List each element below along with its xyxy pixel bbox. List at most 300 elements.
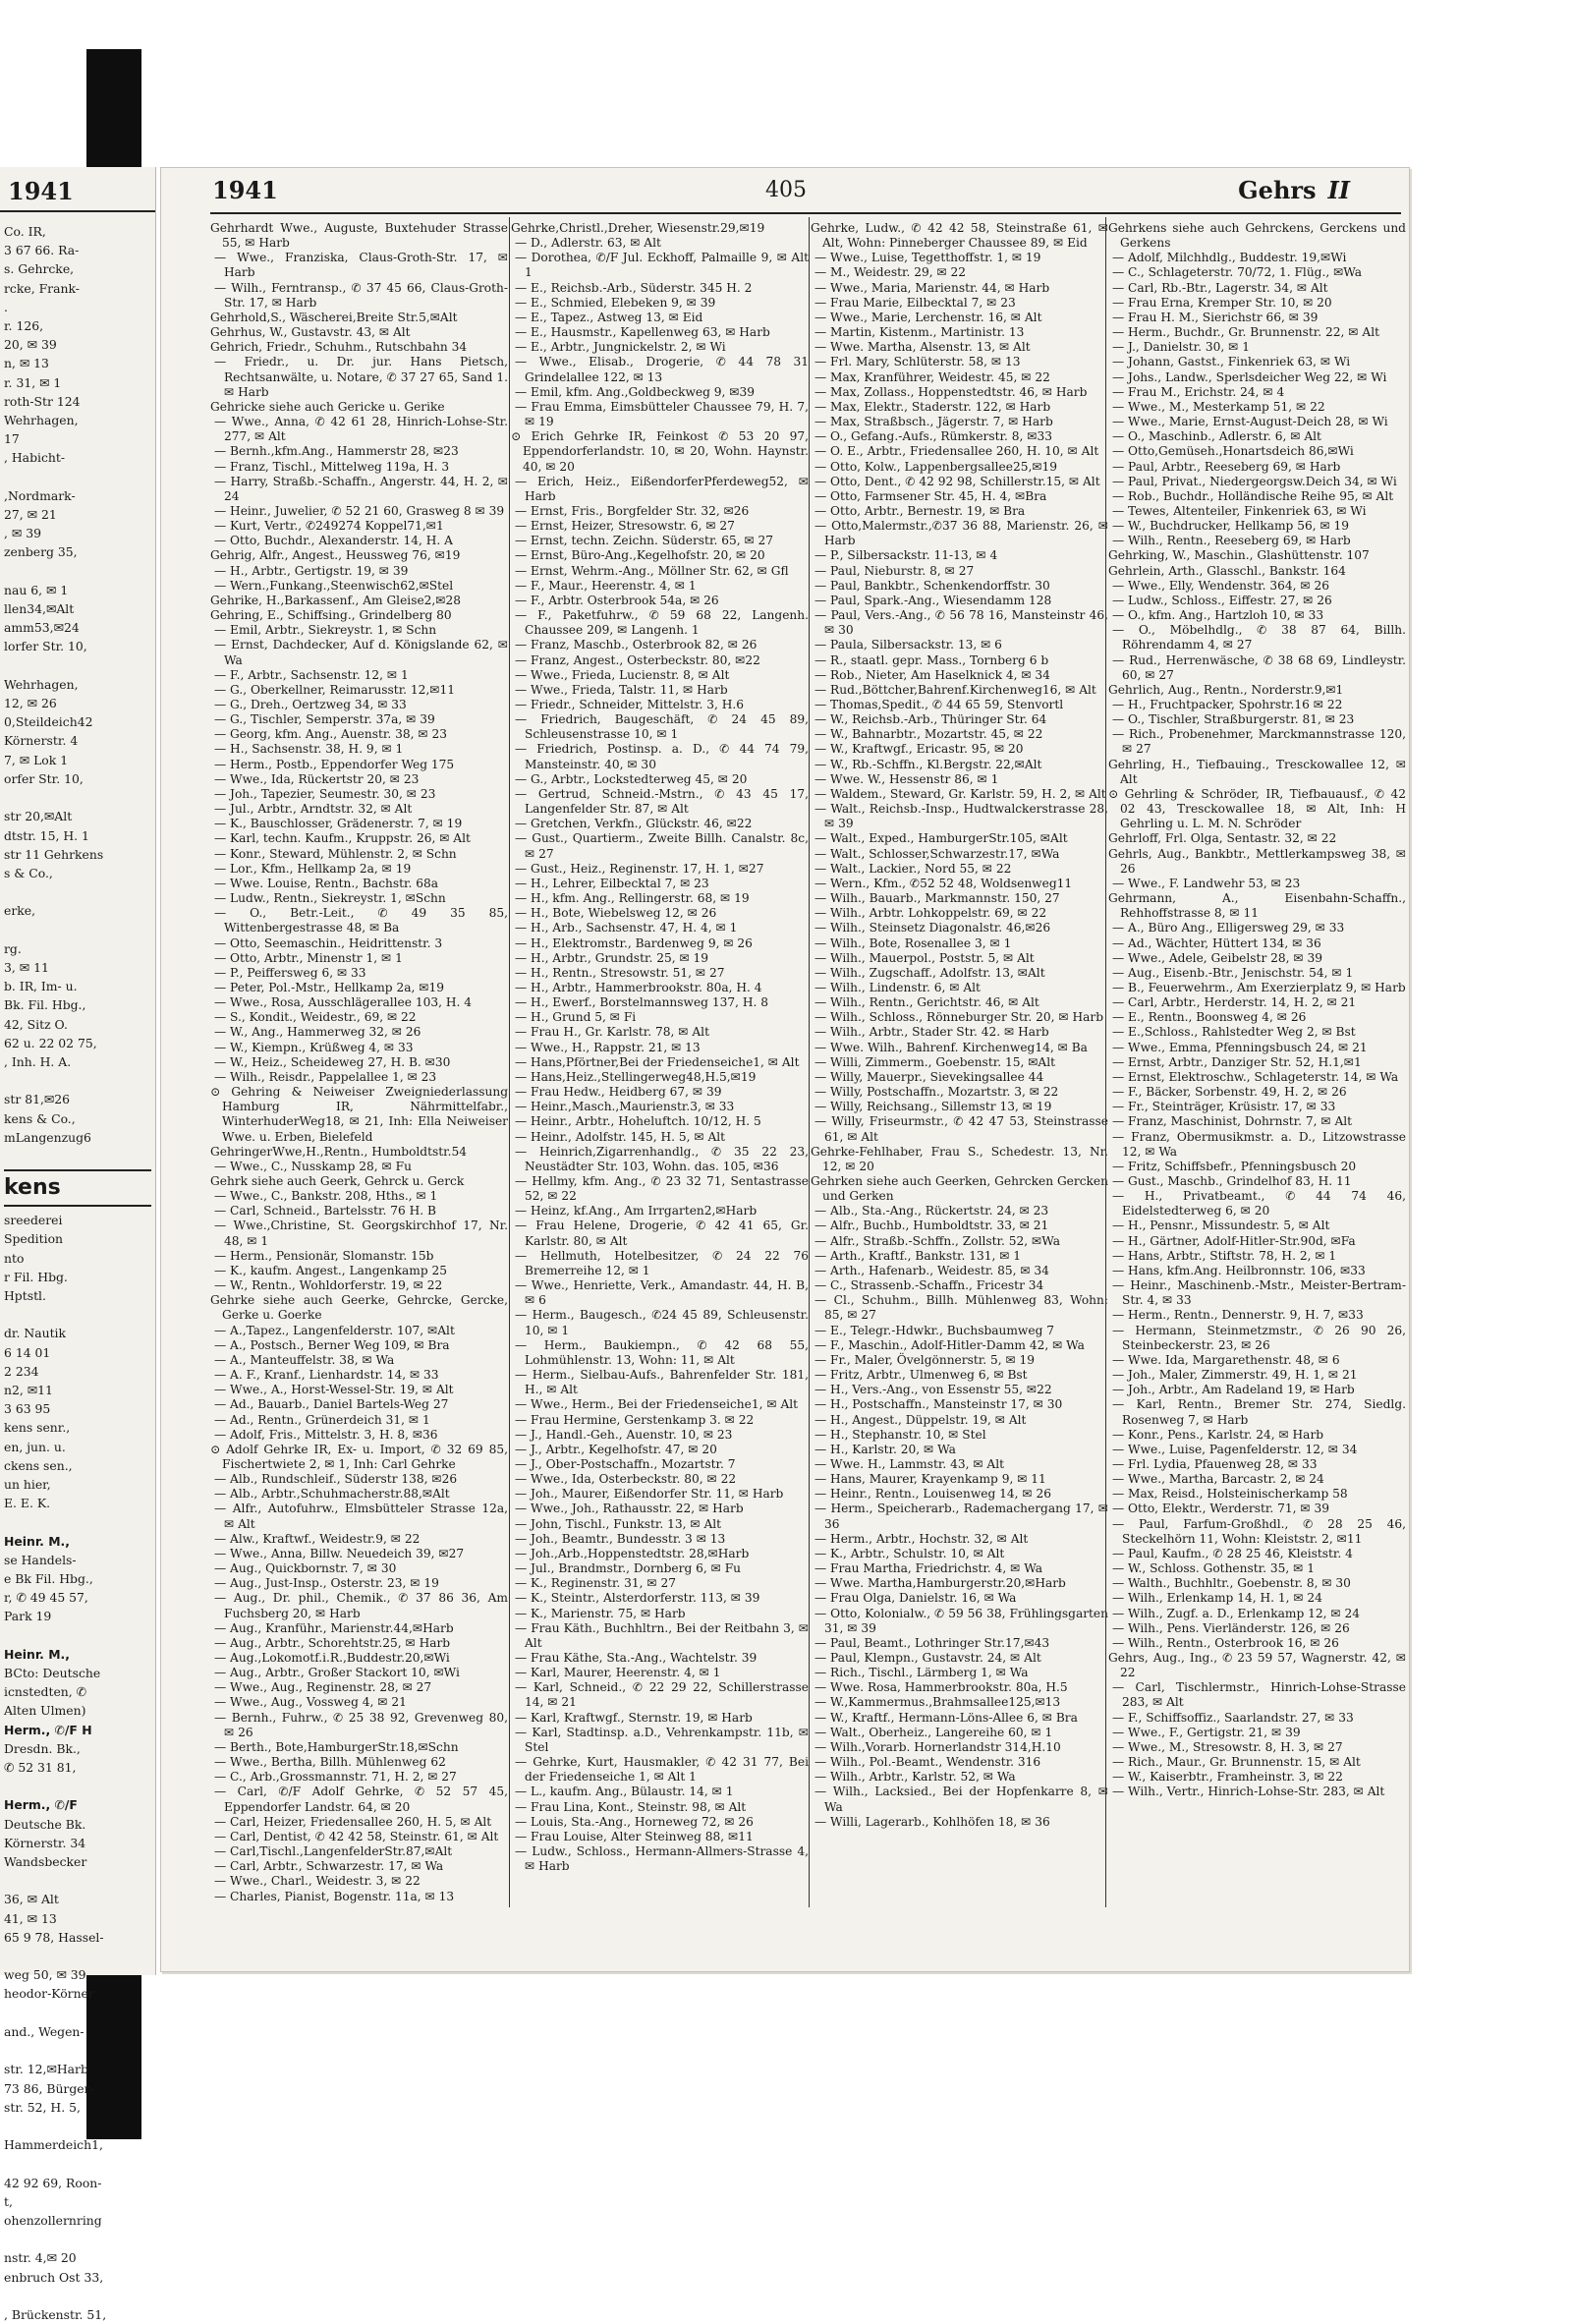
- directory-entry: — H., Gärtner, Adolf-Hitler-Str.90d, ✉Fa: [1112, 1233, 1356, 1248]
- directory-entry: — Wern.,Funkang.,Steenwisch62,✉Stel: [214, 578, 454, 593]
- directory-entry: — Otto, Farmsener Str. 45, H. 4, ✉Bra: [814, 488, 1047, 503]
- directory-entry: — Wilh., Reisdr., Pappelallee 1, ✉ 23: [214, 1069, 437, 1084]
- directory-entry: — Wilh., Lindenstr. 6, ✉ Alt: [814, 980, 981, 994]
- directory-entry: — Heinr., Adolfstr. 145, H. 5, ✉ Alt: [515, 1129, 726, 1144]
- previous-page-line: [4, 882, 151, 901]
- previous-page-line: , Brückenstr. 51,: [4, 2306, 107, 2322]
- directory-entry: — W., Kiempn., Krüßweg 4, ✉ 33: [214, 1040, 414, 1054]
- directory-entry: — Wilh., Rentn., Reeseberg 69, ✉ Harb: [1112, 534, 1351, 548]
- previous-page-line: rcke, Frank-: [4, 280, 80, 296]
- directory-entry: — Wwe., Luise, Tegetthoffstr. 1, ✉ 19: [814, 251, 1041, 265]
- directory-entry: — Wilh., Arbtr. Lohkoppelstr. 69, ✉ 22: [814, 906, 1047, 921]
- directory-entry: — Wwe., Aug., Reginenstr. 28, ✉ 27: [214, 1680, 432, 1695]
- previous-page-line: 6 14 01: [4, 1344, 51, 1360]
- directory-entry: — Ludw., Rentn., Siekreystr. 1, ✉Schn: [214, 891, 446, 906]
- directory-entry: — W., Buchdrucker, Hellkamp 56, ✉ 19: [1112, 519, 1350, 534]
- directory-entry: — Wwe., C., Bankstr. 208, Hths., ✉ 1: [214, 1189, 438, 1204]
- directory-entry: Gehricke siehe auch Gericke u. Gerike: [210, 399, 445, 414]
- directory-entry: — K., Marienstr. 75, ✉ Harb: [515, 1606, 686, 1620]
- directory-entry: — Rich., Probenehmer, Marckmannstrasse 120, ✉ 27: [1112, 727, 1406, 757]
- directory-entry: — F., Maur., Heerenstr. 4, ✉ 1: [515, 578, 697, 593]
- previous-page-line: 2 234: [4, 1363, 39, 1379]
- directory-entry: — Wwe., Ida, Rückertstr 20, ✉ 23: [214, 771, 420, 786]
- directory-entry: — Rich., Tischl., Lärmberg 1, ✉ Wa: [814, 1666, 1029, 1680]
- previous-page-line: lorfer Str. 10,: [4, 639, 87, 654]
- directory-entry: — Frau M., Erichstr. 24, ✉ 4: [1112, 384, 1285, 399]
- directory-entry: Gehrling, H., Tiefbauing., Tresckowallee 12, ✉ Alt: [1108, 757, 1406, 786]
- directory-entry: — Willi, Lagerarb., Kohlhöfen 18, ✉ 36: [814, 1814, 1050, 1829]
- directory-entry: — Dorothea, ✆/F Jul. Eckhoff, Palmaille 9, ✉ Alt 1: [515, 251, 809, 280]
- directory-entry: — G., Oberkellner, Reimarusstr. 12,✉11: [214, 682, 456, 697]
- previous-page-line: ckens sen.,: [4, 1457, 73, 1473]
- previous-page-line: Alten Ulmen): [4, 1703, 86, 1719]
- directory-entry: — Wilh., Arbtr., Karlstr. 52, ✉ Wa: [814, 1770, 1016, 1785]
- directory-entry: — Max, Reisd., Holsteinischerkamp 58: [1112, 1487, 1348, 1502]
- previous-page-line: Körnerstr. 34: [4, 1835, 86, 1850]
- directory-entry: — Wilh., Arbtr., Stader Str. 42. ✉ Harb: [814, 1025, 1049, 1040]
- directory-entry: — Ernst, Arbtr., Danziger Str. 52, H.1,✉1: [1112, 1054, 1362, 1069]
- previous-page-line: and., Wegen-: [4, 2023, 84, 2039]
- directory-entry: — H., Stephanstr. 10, ✉ Stel: [814, 1427, 986, 1442]
- directory-entry: — H., Rentn., Stresowstr. 51, ✉ 27: [515, 965, 725, 980]
- directory-entry: — Ad., Rentn., Grünerdeich 31, ✉ 1: [214, 1412, 430, 1427]
- previous-page-line: Wehrhagen,: [4, 676, 79, 692]
- directory-entry: — Frau Käth., Buchhltrn., Bei der Reitbahn 3, ✉ Alt: [515, 1620, 809, 1650]
- previous-page-line: Herm., ✆/F: [4, 1797, 78, 1813]
- directory-entry: — Frau Hedw., Heidberg 67, ✉ 39: [515, 1085, 722, 1100]
- directory-entry: — P., Silbersackstr. 11-13, ✉ 4: [814, 548, 998, 563]
- directory-entry: — H., Karlstr. 20, ✉ Wa: [814, 1442, 956, 1456]
- directory-entry: — Carl, Rb.-Btr., Lagerstr. 34, ✉ Alt: [1112, 280, 1328, 295]
- previous-page-line: weg 50, ✉ 39: [4, 1967, 86, 1983]
- previous-page-line: erke,: [4, 903, 36, 919]
- directory-entry: — Max, Straßbsch., Jägerstr. 7, ✉ Harb: [814, 415, 1053, 429]
- directory-entry: — Bernh.,kfm.Ang., Hammerstr 28, ✉23: [214, 444, 459, 459]
- directory-entry: — Gust., Heiz., Reginenstr. 17, H. 1, ✉27: [515, 861, 764, 876]
- directory-entry: — Otto, Elektr., Werderstr. 71, ✉ 39: [1112, 1502, 1329, 1516]
- previous-page-line: kens & Co.,: [4, 1110, 76, 1126]
- directory-entry: ⊙ Adolf Gehrke IR, Ex- u. Import, ✆ 32 69 85, Fischertwiete 2, ✉ 1, Inh: Carl Gehrke: [210, 1442, 508, 1471]
- directory-entry: Gehrking, W., Maschin., Glashüttenstr. 107: [1108, 548, 1370, 563]
- directory-entry: — Paul, Kaufm., ✆ 28 25 46, Kleiststr. 4: [1112, 1546, 1353, 1560]
- directory-entry: — S., Kondit., Weidestr., 69, ✉ 22: [214, 1010, 417, 1025]
- running-head-word: Gehrs: [1238, 176, 1317, 204]
- directory-entry: — Fr., Maler, Övelgönnerstr. 5, ✉ 19: [814, 1352, 1036, 1367]
- directory-entry: Gehrhold,S., Wäscherei,Breite Str.5,✉Alt: [210, 310, 458, 324]
- directory-entry: — Wilh., Mauerpol., Poststr. 5, ✉ Alt: [814, 950, 1035, 965]
- directory-entry: — Carl, Tischlermstr., Hinrich-Lohse-Strasse 283, ✉ Alt: [1112, 1680, 1406, 1710]
- directory-entry: Gehrls, Aug., Bankbtr., Mettlerkampsweg 38, ✉ 26: [1108, 846, 1406, 876]
- directory-entry: — Joh., Tapezier, Seumestr. 30, ✉ 23: [214, 786, 436, 801]
- directory-entry: — Martin, Kistenm., Martinistr. 13: [814, 325, 1025, 340]
- directory-entry: — Aug., Kranführ., Marienstr.44,✉Harb: [214, 1620, 454, 1635]
- directory-entry: Gehrkens siehe auch Gehrckens, Gerckens und Gerkens: [1108, 221, 1406, 251]
- previous-page-line: [4, 2041, 151, 2060]
- directory-entry: — Gust., Quartierm., Zweite Billh. Canalstr. 8c, ✉ 27: [515, 831, 809, 861]
- directory-entry: — Friedrich, Baugeschäft, ✆ 24 45 89, Schleusenstrasse 10, ✉ 1: [515, 712, 809, 742]
- previous-page-line: .: [4, 299, 8, 314]
- directory-entry: — Willy, Postschaffn., Mozartstr. 3, ✉ 22: [814, 1085, 1059, 1100]
- directory-entry: — Wilh., Zugschaff., Adolfstr. 13, ✉Alt: [814, 965, 1045, 980]
- directory-entry: — Wilh., Vertr., Hinrich-Lohse-Str. 283, ✉ Alt: [1112, 1785, 1385, 1799]
- directory-entry: — C., Arb.,Grossmannstr. 71, H. 2, ✉ 27: [214, 1770, 457, 1785]
- directory-entry: — Jul., Arbtr., Arndtstr. 32, ✉ Alt: [214, 802, 413, 817]
- directory-entry: — Wwe., Joh., Rathausstr. 22, ✉ Harb: [515, 1502, 744, 1516]
- directory-entry: — Wwe., Bertha, Billh. Mühlenweg 62: [214, 1755, 446, 1770]
- directory-entry: — Hellmuth, Hotelbesitzer, ✆ 24 22 76 Bremerreihe 12, ✉ 1: [515, 1248, 809, 1277]
- directory-entry: — Wilh., Steinsetz Diagonalstr. 46,✉26: [814, 921, 1051, 935]
- directory-entry: — O., Möbelhdlg., ✆ 38 87 64, Billh. Röhrendamm 4, ✉ 27: [1112, 623, 1406, 652]
- previous-page-line: 3, ✉ 11: [4, 959, 49, 975]
- directory-entry: Gehrlich, Aug., Rentn., Norderstr.9,✉1: [1108, 682, 1344, 697]
- directory-entry: — Tewes, Altenteiler, Finkenriek 63, ✉ Wi: [1112, 503, 1367, 518]
- previous-page-line: 3 67 66. Ra-: [4, 243, 80, 258]
- directory-entry: — Fritz, Schiffsbefr., Pfenningsbusch 20: [1112, 1159, 1357, 1173]
- directory-entry: — Alb., Sta.-Ang., Rückertstr. 24, ✉ 23: [814, 1204, 1049, 1219]
- directory-entry: — Frau Erna, Kremper Str. 10, ✉ 20: [1112, 295, 1332, 310]
- previous-page-line: r. 126,: [4, 318, 44, 334]
- directory-entry: — E., Arbtr., Jungnickelstr. 2, ✉ Wi: [515, 340, 726, 355]
- previous-page-line: [4, 2004, 151, 2022]
- directory-entry: — A. F., Kranf., Lienhardstr. 14, ✉ 33: [214, 1368, 439, 1383]
- column-divider-1: [509, 217, 510, 1907]
- page-year: 1941: [212, 176, 278, 204]
- directory-entry: — D., Adlerstr. 63, ✉ Alt: [515, 236, 661, 251]
- directory-entry: — Ernst, Büro-Ang.,Kegelhofstr. 20, ✉ 20: [515, 548, 765, 563]
- directory-entry: — Wwe. Rosa, Hammerbrookstr. 80a, H.5: [814, 1680, 1068, 1695]
- directory-entry: — E., Reichsb.-Arb., Süderstr. 345 H. 2: [515, 280, 753, 295]
- directory-entry: — Otto, Arbtr., Minenstr 1, ✉ 1: [214, 950, 403, 965]
- previous-page-line: [4, 1777, 151, 1795]
- directory-entry: — Wwe., Adele, Geibelstr 28, ✉ 39: [1112, 950, 1322, 965]
- directory-entry: — G., Tischler, Semperstr. 37a, ✉ 39: [214, 712, 435, 727]
- directory-entry: — E., Hausmstr., Kapellenweg 63, ✉ Harb: [515, 325, 770, 340]
- directory-entry: — Heinr., Maschinenb.-Mstr., Meister-Bertram-Str. 4, ✉ 33: [1112, 1278, 1406, 1308]
- directory-entry: — Max, Kranführer, Weidestr. 45, ✉ 22: [814, 369, 1050, 384]
- previous-page-line: str 20,✉Alt: [4, 809, 73, 824]
- directory-entry: — Frau Emma, Eimsbütteler Chaussee 79, H. 7, ✉ 19: [515, 399, 809, 429]
- previous-page-line: str. 52, H. 5,: [4, 2099, 81, 2115]
- directory-entry: — Heinr., Arbtr., Hoheluftch. 10/12, H. 5: [515, 1114, 761, 1129]
- directory-entry: — Ernst, Wehrm.-Ang., Möllner Str. 62, ✉ Gfl: [515, 563, 789, 578]
- directory-entry: — E., Rentn., Boonsweg 4, ✉ 26: [1112, 1010, 1307, 1025]
- directory-entry: — Otto, Kolonialw., ✆ 59 56 38, Frühlingsgarten 31, ✉ 39: [814, 1606, 1108, 1635]
- directory-entry: — Wwe. Louise, Rentn., Bachstr. 68a: [214, 876, 439, 890]
- directory-entry: Gehrke-Fehlhaber, Frau S., Schedestr. 13, Nr. 12, ✉ 20: [811, 1144, 1108, 1173]
- previous-page-line: Deutsche Bk.: [4, 1816, 86, 1832]
- directory-entry: — F., Arbtr., Sachsenstr. 12, ✉ 1: [214, 667, 409, 682]
- directory-entry: — Peter, Pol.-Mstr., Hellkamp 2a, ✉19: [214, 980, 444, 994]
- directory-entry: — Wwe., A., Horst-Wessel-Str. 19, ✉ Alt: [214, 1383, 454, 1397]
- directory-entry: — H., Lehrer, Eilbecktal 7, ✉ 23: [515, 876, 709, 890]
- directory-entry: — Ludw., Schloss., Eiffestr. 27, ✉ 26: [1112, 593, 1332, 607]
- directory-entry: — A., Postsch., Berner Weg 109, ✉ Bra: [214, 1337, 450, 1352]
- directory-entry: — Frau Käthe, Sta.-Ang., Wachtelstr. 39: [515, 1651, 758, 1665]
- directory-entry: — H., Arbtr., Grundstr. 25, ✉ 19: [515, 950, 709, 965]
- directory-entry: — Willy, Reichsang., Sillemstr 13, ✉ 19: [814, 1100, 1052, 1114]
- directory-entry: — Aug., Quickbornstr. 7, ✉ 30: [214, 1561, 397, 1576]
- previous-page-line: icnstedten, ✆: [4, 1684, 87, 1700]
- previous-page-line: Wehrhagen,: [4, 413, 79, 428]
- directory-entry: — E., Tapez., Astweg 13, ✉ Eid: [515, 310, 703, 324]
- column-1: [210, 221, 508, 1901]
- scan-margin-top: [0, 0, 1572, 49]
- directory-entry: — K., kaufm. Angest., Langenkamp 25: [214, 1263, 448, 1277]
- directory-entry: — Friedr., Schneider, Mittelstr. 3, H.6: [515, 698, 745, 711]
- previous-page-line: kens: [4, 1169, 151, 1207]
- directory-entry: — Herm., Postb., Eppendorfer Weg 175: [214, 757, 455, 771]
- directory-entry: — Wwe., Frieda, Talstr. 11, ✉ Harb: [515, 682, 728, 697]
- previous-page-line: 7, ✉ Lok 1: [4, 752, 69, 767]
- directory-entry: — K., Reginenstr. 31, ✉ 27: [515, 1576, 677, 1591]
- previous-page-line: dtstr. 15, H. 1: [4, 827, 89, 843]
- directory-entry: — Aug., Eisenb.-Btr., Jenischstr. 54, ✉ 1: [1112, 965, 1354, 980]
- directory-entry: — E., Telegr.-Hdwkr., Buchsbaumweg 7: [814, 1323, 1055, 1337]
- directory-entry: — B., Feuerwehrm., Am Exerzierplatz 9, ✉ Harb: [1112, 980, 1406, 994]
- previous-page-line: r. 31, ✉ 1: [4, 374, 62, 390]
- directory-entry: — Konr., Steward, Mühlenstr. 2, ✉ Schn: [214, 846, 457, 861]
- directory-entry: — F., Maschin., Adolf-Hitler-Damm 42, ✉ Wa: [814, 1337, 1085, 1352]
- directory-entry: — Johs., Landw., Sperlsdeicher Weg 22, ✉ Wi: [1112, 369, 1387, 384]
- previous-page-line: Park 19: [4, 1609, 52, 1624]
- directory-entry: — Heinrich,Zigarrenhandlg., ✆ 35 22 23, Neustädter Str. 103, Wohn. das. 105, ✉36: [515, 1144, 809, 1173]
- previous-page-line: Co. IR,: [4, 224, 46, 239]
- previous-page-line: Heinr. M.,: [4, 1646, 70, 1662]
- previous-page-line: enbruch Ost 33,: [4, 2269, 104, 2285]
- directory-entry: — Wwe., Rosa, Ausschlägerallee 103, H. 4: [214, 995, 472, 1010]
- directory-entry: — Max, Elektr., Staderstr. 122, ✉ Harb: [814, 399, 1051, 414]
- previous-page-line: n2, ✉11: [4, 1382, 53, 1397]
- directory-entry: — Wwe., Franziska, Claus-Groth-Str. 17, ✉ Harb: [214, 251, 508, 280]
- directory-entry: — Hans, Maurer, Krayenkamp 9, ✉ 11: [814, 1472, 1046, 1487]
- directory-entry: — W., Schloss. Gothenstr. 35, ✉ 1: [1112, 1561, 1315, 1576]
- directory-entry: — O., Tischler, Straßburgerstr. 81, ✉ 23: [1112, 712, 1355, 727]
- directory-entry: — Franz, Maschinist, Dohrnstr. 7, ✉ Alt: [1112, 1114, 1353, 1129]
- directory-entry: — Frau H. M., Sierichstr 66, ✉ 39: [1112, 310, 1319, 324]
- directory-entry: — H., Privatbeamt., ✆ 44 74 46, Eidelstedterweg 6, ✉ 20: [1112, 1189, 1406, 1219]
- running-head-keyword: [1238, 176, 1350, 204]
- directory-entry: — W.,Kammermus.,Brahmsallee125,✉13: [814, 1695, 1061, 1710]
- directory-entry: — H., Elektromstr., Bardenweg 9, ✉ 26: [515, 935, 753, 950]
- directory-entry: — Emil, Arbtr., Siekreystr. 1, ✉ Schn: [214, 623, 437, 638]
- directory-entry: — Gust., Maschb., Grindelhof 83, H. 11: [1112, 1174, 1352, 1188]
- directory-entry: — K., Arbtr., Schulstr. 10, ✉ Alt: [814, 1546, 1005, 1560]
- directory-entry: — Paul, Farfum-Großhdl., ✆ 28 25 46, Steckelhörn 11, Wohn: Kleiststr. 2, ✉11: [1112, 1516, 1406, 1546]
- directory-entry: — H., kfm. Ang., Rellingerstr. 68, ✉ 19: [515, 891, 750, 906]
- directory-entry: — Wwe., Martha, Barcastr. 2, ✉ 24: [1112, 1472, 1324, 1487]
- directory-entry: — Erich, Heiz., EißendorferPferdeweg52, ✉ Harb: [515, 474, 809, 503]
- directory-entry: — H., Arb., Sachsenstr. 47, H. 4, ✉ 1: [515, 921, 738, 935]
- directory-entry: — Wwe., Frieda, Lucienstr. 8, ✉ Alt: [515, 667, 730, 682]
- directory-page: [160, 167, 1410, 1972]
- directory-entry: — Karl, techn. Kaufm., Kruppstr. 26, ✉ Alt: [214, 831, 471, 846]
- directory-entry: — A.,Tapez., Langenfelderstr. 107, ✉Alt: [214, 1323, 455, 1337]
- previous-page-line: 41, ✉ 13: [4, 1910, 57, 1926]
- directory-entry: — Wwe., Emma, Pfenningsbusch 24, ✉ 21: [1112, 1040, 1368, 1054]
- directory-entry: Gehrig, Alfr., Angest., Heussweg 76, ✉19: [210, 548, 461, 563]
- directory-entry: — Herm., Sielbau-Aufs., Bahrenfelder Str. 181, H., ✉ Alt: [515, 1368, 809, 1397]
- directory-entry: — Frau Olga, Danielstr. 16, ✉ Wa: [814, 1591, 1017, 1606]
- directory-entry: — Frau Martha, Friedrichstr. 4, ✉ Wa: [814, 1561, 1042, 1576]
- previous-page-line: 12, ✉ 26: [4, 696, 57, 711]
- directory-entry: Gehrhardt Wwe., Auguste, Buxtehuder Strasse 55, ✉ Harb: [210, 221, 508, 251]
- previous-page-header-rule: [0, 210, 155, 212]
- directory-entry: — Friedr., u. Dr. jur. Hans Pietsch, Rechtsanwälte, u. Notare, ✆ 37 27 65, Sand 1. ✉ Harb: [214, 355, 508, 399]
- directory-entry: — Otto, Buchdr., Alexanderstr. 14, H. A: [214, 534, 453, 548]
- previous-page-line: nstr. 4,✉ 20: [4, 2250, 77, 2266]
- previous-page-fragment: [0, 167, 156, 2322]
- previous-page-line: [4, 1947, 151, 1965]
- directory-entry: — Wilh., Rentn., Osterbrook 16, ✉ 26: [1112, 1635, 1339, 1650]
- directory-entry: — G., Dreh., Oertzweg 34, ✉ 33: [214, 698, 407, 711]
- previous-page-line: nto: [4, 1250, 25, 1266]
- directory-entry: — C., Strassenb.-Schaffn., Fricestr 34: [814, 1278, 1044, 1293]
- previous-page-line: 62 u. 22 02 75,: [4, 1035, 97, 1050]
- directory-entry: — Otto,Gemüseh.,Honartsdeich 86,✉Wi: [1112, 444, 1354, 459]
- directory-entry: — Rich., Maur., Gr. Brunnenstr. 15, ✉ Alt: [1112, 1755, 1361, 1770]
- page-number: 405: [765, 178, 807, 202]
- directory-entry: — Heinr., Rentn., Louisenweg 14, ✉ 26: [814, 1487, 1052, 1502]
- directory-entry: — Aug., Dr. phil., Chemik., ✆ 37 86 36, Am Fuchsberg 20, ✉ Harb: [214, 1591, 508, 1620]
- directory-entry: — Karl, Schneid., ✆ 22 29 22, Schillerstrasse 14, ✉ 21: [515, 1680, 809, 1710]
- directory-entry: — Paul, Bankbtr., Schenkendorffstr. 30: [814, 578, 1050, 593]
- directory-entry: — Karl, Maurer, Heerenstr. 4, ✉ 1: [515, 1666, 721, 1680]
- directory-entry: — Wwe., Anna, Billw. Neuedeich 39, ✉27: [214, 1546, 465, 1560]
- directory-entry: — Wwe. Martha, Alsenstr. 13, ✉ Alt: [814, 340, 1031, 355]
- previous-page-line: t,: [4, 2193, 13, 2209]
- directory-entry: Gehrke siehe auch Geerke, Gehrcke, Gercke, Gerke u. Goerke: [210, 1293, 508, 1323]
- directory-entry: — Wilh., Pens. Vierländerstr. 126, ✉ 26: [1112, 1620, 1350, 1635]
- directory-entry: — Arth., Hafenarb., Weidestr. 85, ✉ 34: [814, 1263, 1049, 1277]
- previous-page-line: se Handels-: [4, 1552, 77, 1567]
- previous-page-line: 27, ✉ 21: [4, 507, 57, 523]
- directory-entry: ⊙ Erich Gehrke IR, Feinkost ✆ 53 20 97, Eppendorferlandstr. 10, ✉ 20, Wohn. Haynstr. 40, ✉ 20: [511, 429, 809, 474]
- directory-entry: — O. E., Arbtr., Friedensallee 260, H. 10, ✉ Alt: [814, 444, 1099, 459]
- previous-page-line: 0,Steildeich42: [4, 714, 93, 730]
- directory-entry: — Frau H., Gr. Karlstr. 78, ✉ Alt: [515, 1025, 709, 1040]
- directory-entry: — Heinz, kf.Ang., Am Irrgarten2,✉Harb: [515, 1204, 758, 1219]
- directory-entry: — Arth., Kraftf., Bankstr. 131, ✉ 1: [814, 1248, 1022, 1263]
- directory-entry: — Frl. Lydia, Pfauenweg 28, ✉ 33: [1112, 1456, 1318, 1471]
- directory-entry: — Adolf, Fris., Mittelstr. 3, H. 8, ✉36: [214, 1427, 438, 1442]
- directory-entry: — Wwe., Aug., Vossweg 4, ✉ 21: [214, 1695, 407, 1710]
- directory-entry: — Wwe., Elisab., Drogerie, ✆ 44 78 31 Grindelallee 122, ✉ 13: [515, 355, 809, 384]
- directory-entry: — Ludw., Schloss., Hermann-Allmers-Strasse 4, ✉ Harb: [515, 1844, 809, 1874]
- directory-entry: — Wwe., M., Stresowstr. 8, H. 3, ✉ 27: [1112, 1739, 1343, 1754]
- previous-page-line: BCto: Deutsche: [4, 1666, 101, 1681]
- directory-entry: — Wwe., Charl., Weidestr. 3, ✉ 22: [214, 1874, 421, 1889]
- directory-entry: — Waldem., Steward, Gr. Karlstr. 59, H. 2, ✉ Alt: [814, 786, 1106, 801]
- directory-entry: — Fr., Steinträger, Krüsistr. 17, ✉ 33: [1112, 1100, 1336, 1114]
- column-4: [1108, 221, 1406, 1901]
- directory-entry: — W., Kraftwgf., Ericastr. 95, ✉ 20: [814, 742, 1024, 757]
- directory-entry: — W., Rb.-Schffn., Kl.Bergstr. 22,✉Alt: [814, 757, 1042, 771]
- directory-entry: Gehrk siehe auch Geerk, Gehrck u. Gerck: [210, 1174, 465, 1188]
- directory-entry: — Carl, Arbtr., Herderstr. 14, H. 2, ✉ 21: [1112, 995, 1357, 1010]
- directory-entry: GehringerWwe,H.,Rentn., Humboldtstr.54: [210, 1144, 468, 1159]
- directory-entry: — Ernst, Heizer, Stresowstr. 6, ✉ 27: [515, 519, 735, 534]
- previous-page-line: [4, 1512, 151, 1531]
- directory-entry: — Frau Louise, Alter Steinweg 88, ✉11: [515, 1829, 754, 1843]
- previous-page-line: [4, 2287, 151, 2305]
- previous-page-line: amm53,✉24: [4, 620, 80, 636]
- directory-entry: — Carl, Schneid., Bartelsstr. 76 H. B: [214, 1204, 436, 1219]
- directory-entry: — Ernst, Fris., Borgfelder Str. 32, ✉26: [515, 503, 750, 518]
- directory-entry: — Frau Lina, Kont., Steinstr. 98, ✉ Alt: [515, 1799, 747, 1814]
- previous-page-line: e Bk Fil. Hbg.,: [4, 1571, 93, 1587]
- directory-entry: — Frl. Mary, Schlüterstr. 58, ✉ 13: [814, 355, 1021, 369]
- directory-entry: — K., Steintr., Alsterdorferstr. 113, ✉ 39: [515, 1591, 760, 1606]
- directory-entry: — Rob., Buchdr., Holländische Reihe 95, ✉ Alt: [1112, 488, 1394, 503]
- directory-entry: — Walt., Exped., HamburgerStr.105, ✉Alt: [814, 831, 1068, 846]
- directory-entry: — F., Bäcker, Sorbenstr. 49, H. 2, ✉ 26: [1112, 1085, 1347, 1100]
- directory-entry: — Konr., Pens., Karlstr. 24, ✉ Harb: [1112, 1427, 1324, 1442]
- directory-entry: — Wwe., F. Landwehr 53, ✉ 23: [1112, 876, 1301, 890]
- previous-page-line: [4, 1147, 151, 1165]
- directory-entry: — K., Bauschlosser, Grädenerstr. 7, ✉ 19: [214, 817, 463, 831]
- directory-entry: — Wwe., Marie, Ernst-August-Deich 28, ✉ Wi: [1112, 415, 1388, 429]
- directory-entry: — Frau Hermine, Gerstenkamp 3. ✉ 22: [515, 1412, 755, 1427]
- previous-page-line: [4, 1626, 151, 1645]
- directory-entry: — J., Ober-Postschaffn., Mozartstr. 7: [515, 1456, 736, 1471]
- directory-entry: — Herm., Arbtr., Hochstr. 32, ✉ Alt: [814, 1531, 1029, 1546]
- previous-page-line: 17: [4, 431, 20, 447]
- directory-entry: — M., Weidestr. 29, ✉ 22: [814, 265, 967, 280]
- previous-page-line: Hptstl.: [4, 1287, 46, 1303]
- directory-entry: ⊙ Gehring & Neiweiser Zweigniederlassung Hamburg IR, Nährmittelfabr., WinterhuderWeg18, ✉ 21, Inh: Ella Neiweiser Wwe. u. Erben, Bielefeld: [210, 1085, 508, 1144]
- directory-entry: — Wwe. Ida, Margarethenstr. 48, ✉ 6: [1112, 1352, 1340, 1367]
- directory-entry: — H., Grund 5, ✉ Fi: [515, 1010, 637, 1025]
- directory-entry: — J., Handl.-Geh., Auenstr. 10, ✉ 23: [515, 1427, 733, 1442]
- directory-entry: — Carl, ✆/F Adolf Gehrke, ✆ 52 57 45, Eppendorfer Landstr. 64, ✉ 20: [214, 1785, 508, 1814]
- directory-entry: — Bernh., Fuhrw., ✆ 25 38 92, Grevenweg 80, ✉ 26: [214, 1710, 508, 1739]
- directory-entry: — Walth., Buchhltr., Goebenstr. 8, ✉ 30: [1112, 1576, 1351, 1591]
- directory-entry: — Heinr., Juwelier, ✆ 52 21 60, Grasweg 8 ✉ 39: [214, 503, 505, 518]
- previous-page-line: [4, 921, 151, 939]
- directory-entry: — Walt., Lackier., Nord 55, ✉ 22: [814, 861, 1012, 876]
- directory-entry: — Franz, Maschb., Osterbrook 82, ✉ 26: [515, 638, 758, 652]
- directory-entry: — Paul, Arbtr., Reeseberg 69, ✉ Harb: [1112, 459, 1341, 474]
- directory-entry: — Paul, Privat., Niedergeorgsw.Deich 34, ✉ Wi: [1112, 474, 1397, 488]
- previous-page-line: nau 6, ✉ 1: [4, 582, 69, 597]
- previous-page-line: [4, 2154, 151, 2173]
- column-2: [511, 221, 809, 1901]
- directory-entry: — Wilh., Rentn., Gerichtstr. 46, ✉ Alt: [814, 995, 1039, 1010]
- directory-entry: — G., Arbtr., Lockstedterweg 45, ✉ 20: [515, 771, 748, 786]
- directory-entry: — Alw., Kraftwf., Weidestr.9, ✉ 22: [214, 1531, 421, 1546]
- directory-entry: — A., Manteuffelstr. 38, ✉ Wa: [214, 1352, 395, 1367]
- previous-page-line: [4, 656, 151, 675]
- directory-entry: Gehrlein, Arth., Glasschl., Bankstr. 164: [1108, 563, 1346, 578]
- directory-entry: — H., Bote, Wiebelsweg 12, ✉ 26: [515, 906, 717, 921]
- directory-entry: — Wern., Kfm., ✆52 52 48, Woldsenweg11: [814, 876, 1073, 890]
- directory-entry: — Wwe., Herm., Bei der Friedenseiche1, ✉ Alt: [515, 1397, 799, 1412]
- directory-entry: Gehrike, H.,Barkassenf., Am Gleise2,✉28: [210, 593, 462, 607]
- directory-entry: — J., Danielstr. 30, ✉ 1: [1112, 340, 1250, 355]
- directory-entry: — Walt., Reichsb.-Insp., Hudtwalckerstrasse 28, ✉ 39: [814, 802, 1108, 831]
- directory-entry: — H., Pensnr., Missundestr. 5, ✉ Alt: [1112, 1219, 1330, 1233]
- previous-page-line: Heinr. M.,: [4, 1533, 70, 1549]
- directory-entry: — L., kaufm. Ang., Bülaustr. 14, ✉ 1: [515, 1785, 734, 1799]
- directory-entry: — H., Postschaffn., Mansteinstr 17, ✉ 30: [814, 1397, 1063, 1412]
- previous-page-line: , Habicht-: [4, 450, 66, 466]
- column-3: [811, 221, 1108, 1901]
- column-divider-2: [809, 217, 810, 1907]
- previous-page-lines: [4, 222, 151, 2324]
- directory-entry: — Friedrich, Postinsp. a. D., ✆ 44 74 79, Mansteinstr. 40, ✉ 30: [515, 742, 809, 771]
- directory-entry: — Alb., Arbtr.,Schuhmacherstr.88,✉Alt: [214, 1487, 450, 1502]
- previous-page-line: 42 92 69, Roon-: [4, 2175, 102, 2190]
